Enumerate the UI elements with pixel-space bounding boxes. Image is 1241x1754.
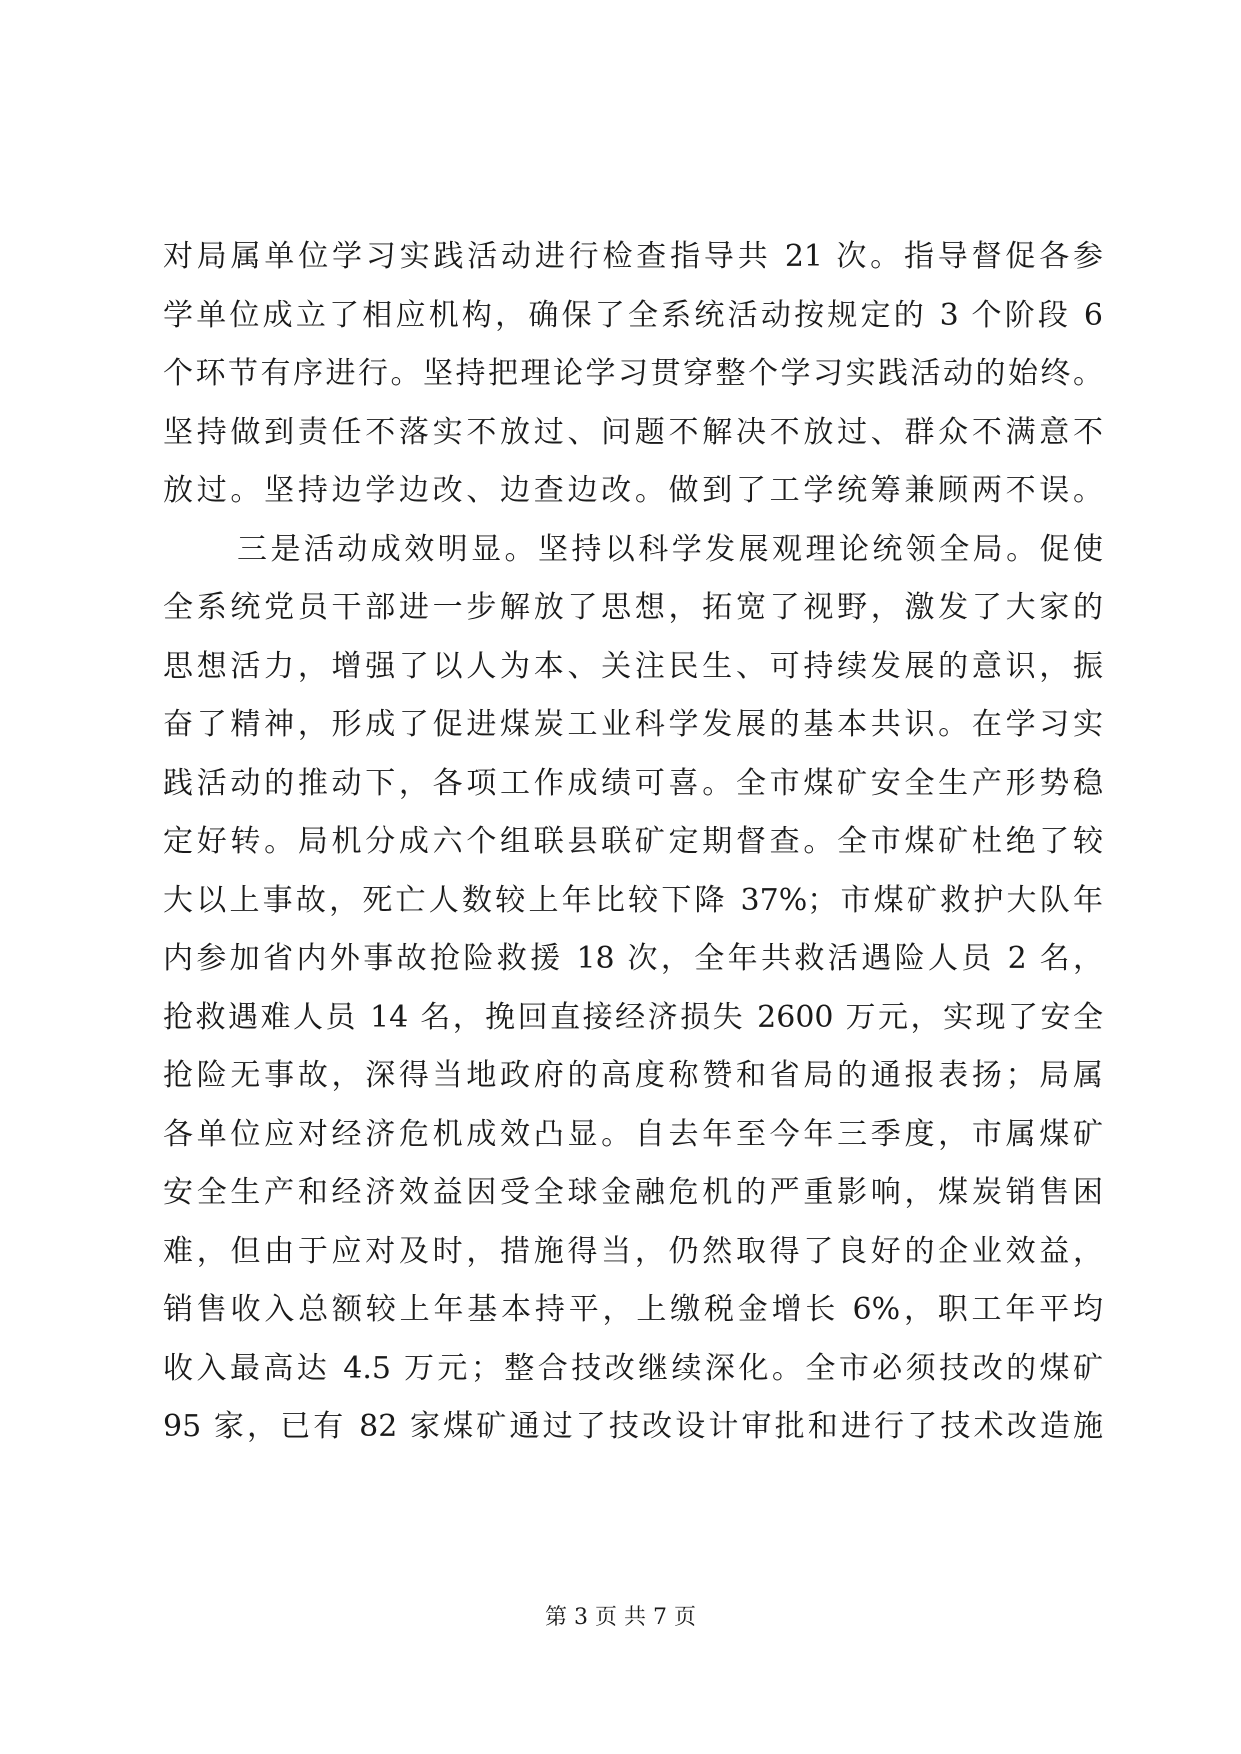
text-line: 大以上事故，死亡人数较上年比较下降 37%；市煤矿救护大队年 (163, 882, 1103, 918)
text-line: 全系统党员干部进一步解放了思想，拓宽了视野，激发了大家的 (163, 590, 1103, 625)
body-text (163, 228, 1103, 1457)
text-line: 安全生产和经济效益因受全球金融危机的严重影响，煤炭销售困 (163, 1175, 1103, 1210)
text-line: 践活动的推动下，各项工作成绩可喜。全市煤矿安全生产形势稳 (163, 765, 1103, 801)
text-line: 思想活力，增强了以人为本、关注民生、可持续发展的意识，振 (163, 648, 1103, 684)
text-line: 难，但由于应对及时，措施得当，仍然取得了良好的企业效益， (163, 1233, 1103, 1269)
text-line: 抢救遇难人员 14 名，挽回直接经济损失 2600 万元，实现了安全 (163, 999, 1103, 1035)
text-line: 对局属单位学习实践活动进行检查指导共 21 次。指导督促各参 (163, 239, 1103, 274)
paragraph-start-line: 三是活动成效明显。坚持以科学发展观理论统领全局。促使 (237, 531, 1103, 567)
text-line: 95 家，已有 82 家煤矿通过了技改设计审批和进行了技术改造施 (163, 1409, 1103, 1444)
text-line: 收入最高达 4.5 万元；整合技改继续深化。全市必须技改的煤矿 (163, 1350, 1103, 1386)
text-line: 学单位成立了相应机构，确保了全系统活动按规定的 3 个阶段 6 (163, 297, 1103, 333)
text-line: 个环节有序进行。坚持把理论学习贯穿整个学习实践活动的始终。 (163, 356, 1103, 391)
text-line: 各单位应对经济危机成效凸显。自去年至今年三季度，市属煤矿 (163, 1116, 1103, 1152)
text-line: 放过。坚持边学边改、边查边改。做到了工学统筹兼顾两不误。 (163, 473, 1103, 508)
text-line: 内参加省内外事故抢险救援 18 次，全年共救活遇险人员 2 名， (163, 941, 1103, 976)
text-line: 销售收入总额较上年基本持平，上缴税金增长 6%，职工年平均 (163, 1292, 1103, 1327)
text-line: 抢险无事故，深得当地政府的高度称赞和省局的通报表扬；局属 (163, 1058, 1103, 1093)
text-line: 奋了精神，形成了促进煤炭工业科学发展的基本共识。在学习实 (163, 707, 1103, 742)
text-line: 坚持做到责任不落实不放过、问题不解决不放过、群众不满意不 (163, 414, 1103, 450)
text-line: 定好转。局机分成六个组联县联矿定期督查。全市煤矿杜绝了较 (163, 824, 1103, 859)
page-number-footer: 第 3 页 共 7 页 (545, 1605, 696, 1630)
